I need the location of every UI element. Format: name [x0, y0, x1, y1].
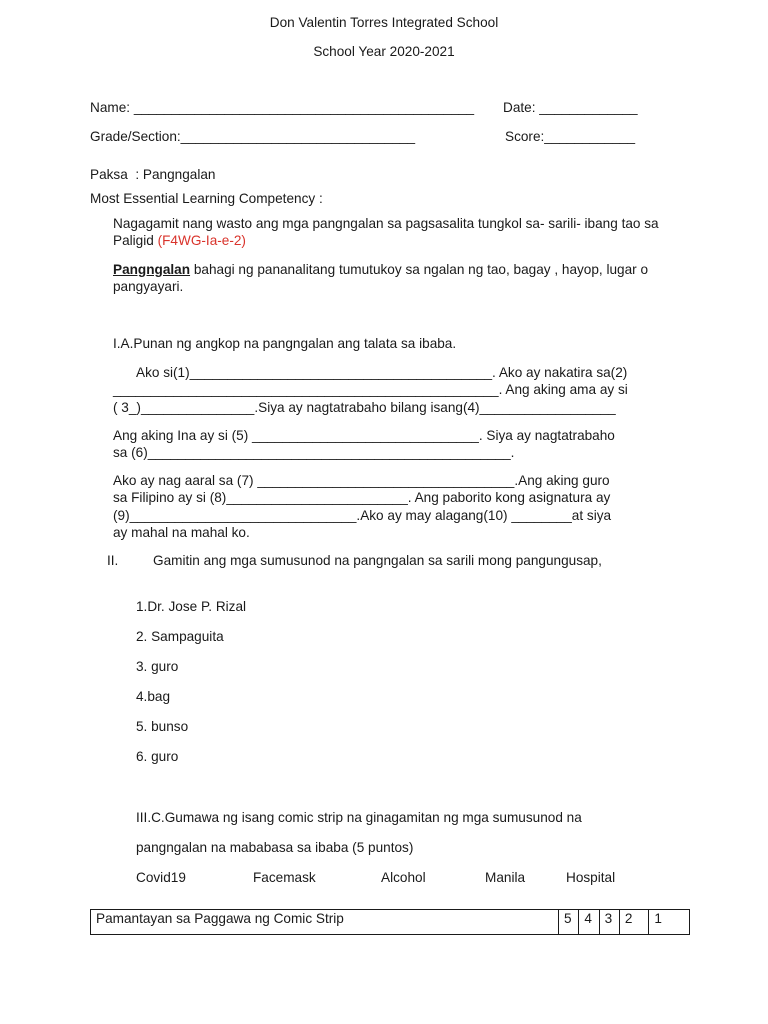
- school-name: Don Valentin Torres Integrated School: [269, 15, 499, 30]
- part2-title: Gamitin ang mga sumusunod na pangngalan sa sarili mong pangungusap,: [153, 553, 602, 568]
- word-alcohol: Alcohol: [381, 870, 426, 885]
- rubric-score: 4: [579, 910, 599, 935]
- part1-p3-line4: ay mahal na mahal ko.: [113, 525, 250, 540]
- competency-text: [113, 215, 673, 249]
- part1-p3-line1: Ako ay nag aaral sa (7) __________________________________.Ang aking guro: [113, 473, 610, 488]
- part1-p1-line3: ( 3_)_______________.Siya ay nagtatrabaho bilang isang(4)__________________: [113, 400, 616, 415]
- rubric-header: Pamantayan sa Paggawa ng Comic Strip: [91, 910, 559, 935]
- definition: [113, 261, 673, 295]
- part1-p2-line1: Ang aking Ina ay si (5) ______________________________. Siya ay nagtatrabaho: [113, 428, 615, 443]
- rubric-score: 5: [559, 910, 579, 935]
- part2-number: II.: [107, 553, 119, 568]
- melc-label: Most Essential Learning Competency :: [90, 191, 323, 206]
- part2-item: 3. guro: [136, 659, 179, 674]
- rubric-header-row: [91, 910, 690, 935]
- definition-term: Pangngalan: [113, 262, 191, 277]
- name-field[interactable]: Name: _____________________________________________: [90, 100, 475, 115]
- part1-p1-line1: Ako si(1)________________________________________. Ako ay nakatira sa(2): [136, 365, 628, 380]
- part1-p1-line2: ___________________________________________________. Ang aking ama ay si: [113, 382, 628, 397]
- word-covid19: Covid19: [136, 870, 186, 885]
- rubric-score: 2: [619, 910, 648, 935]
- part1-title: I.A.Punan ng angkop na pangngalan ang talata sa ibaba.: [113, 336, 457, 351]
- rubric-score: 3: [599, 910, 619, 935]
- word-manila: Manila: [485, 870, 526, 885]
- part1-p3-line3: (9)______________________________.Ako ay may alagang(10) ________at siya: [113, 508, 612, 523]
- part1-p3-line2: sa Filipino ay si (8)________________________. Ang paborito kong asignatura ay: [113, 490, 611, 505]
- topic: Paksa : Pangngalan: [90, 167, 216, 182]
- date-field[interactable]: Date: _____________: [503, 100, 638, 115]
- definition-text: bahagi ng pananalitang tumutukoy sa ngalan ng tao, bagay , hayop, lugar o pangyayari.: [113, 262, 649, 294]
- grade-section-field[interactable]: Grade/Section:_______________________________: [90, 129, 416, 144]
- part3-line1: III.C.Gumawa ng isang comic strip na ginagamitan ng mga sumusunod na: [136, 810, 582, 825]
- rubric-score: 1: [649, 910, 690, 935]
- competency-code: (F4WG-Ia-e-2): [157, 233, 246, 248]
- part2-item: 6. guro: [136, 749, 179, 764]
- score-field[interactable]: Score:____________: [505, 129, 636, 144]
- part1-p2-line2: sa (6)________________________________________________.: [113, 445, 515, 460]
- part2-item: 1.Dr. Jose P. Rizal: [136, 599, 247, 614]
- rubric-table: [90, 909, 690, 935]
- word-hospital: Hospital: [566, 870, 616, 885]
- part3-line2: pangngalan na mababasa sa ibaba (5 puntos): [136, 840, 414, 855]
- part2-item: 2. Sampaguita: [136, 629, 224, 644]
- school-year: School Year 2020-2021: [313, 44, 455, 59]
- part2-item: 4.bag: [136, 689, 171, 704]
- word-facemask: Facemask: [253, 870, 316, 885]
- competency-description: Nagagamit nang wasto ang mga pangngalan sa pagsasalita tungkol sa- sarili- ibang tao sa Paligid: [113, 216, 659, 248]
- part2-item: 5. bunso: [136, 719, 189, 734]
